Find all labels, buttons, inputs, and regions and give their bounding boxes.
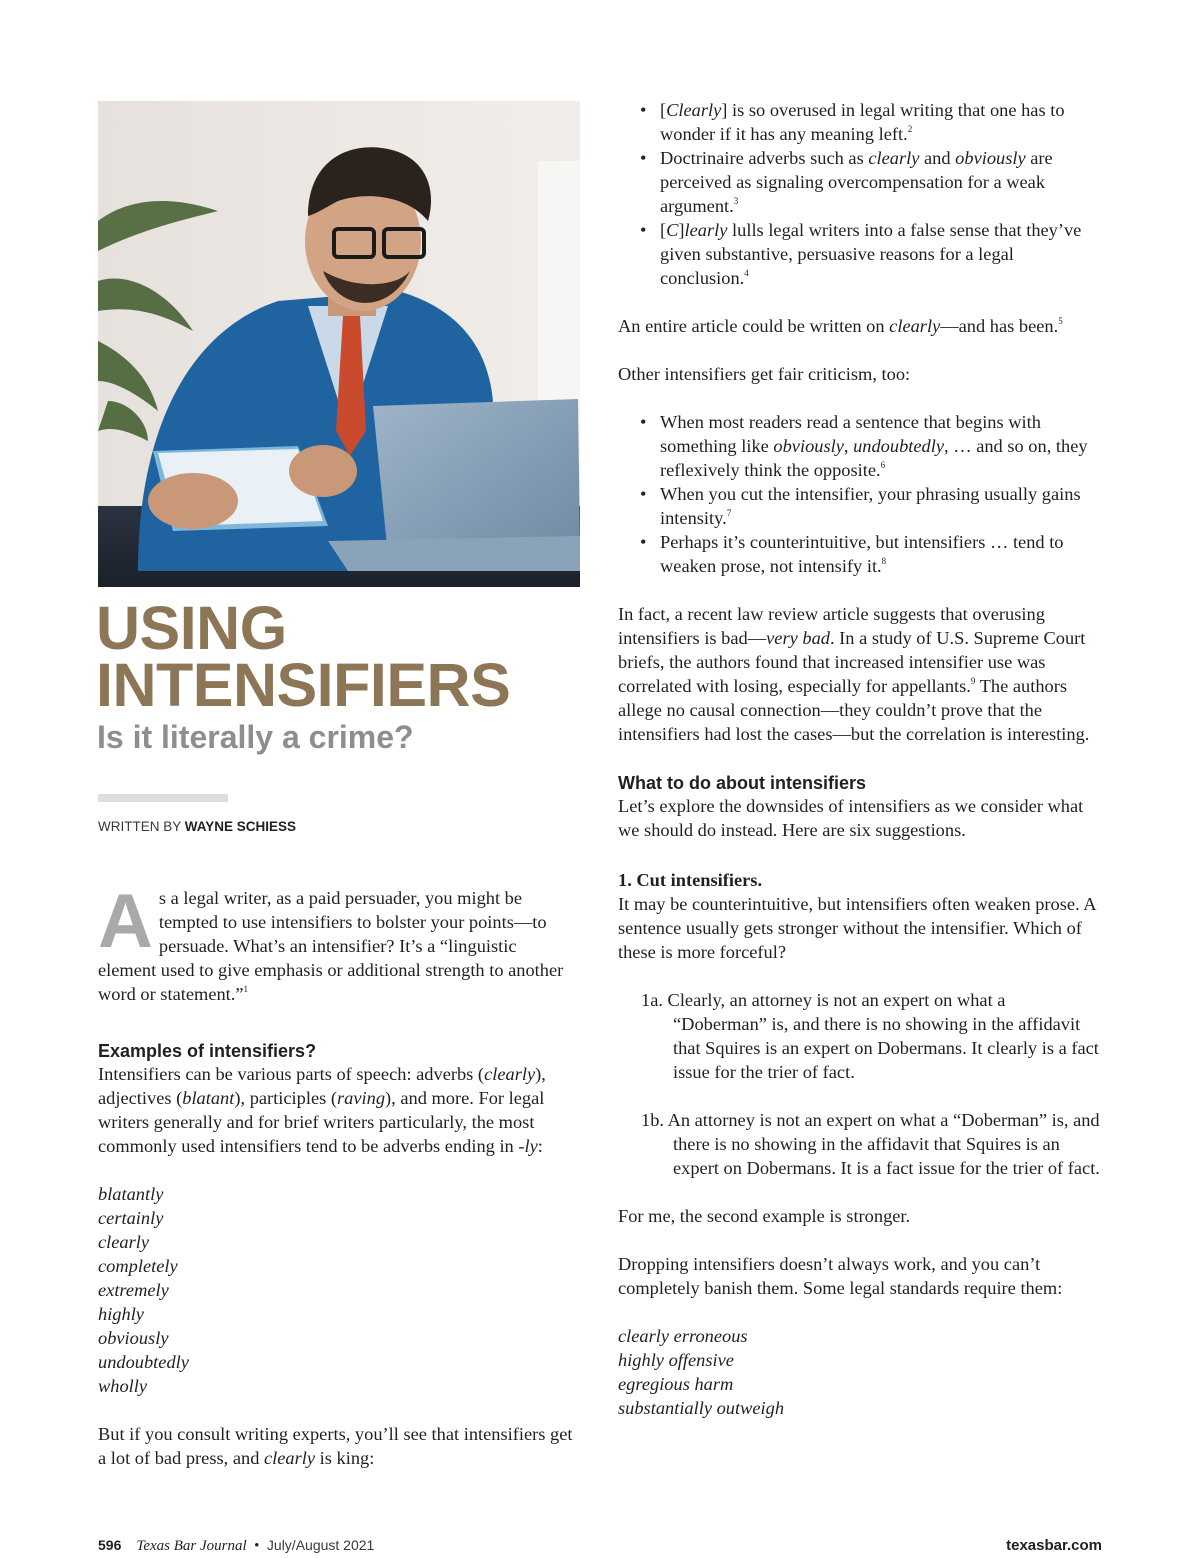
- criticism-text: , … and so on, they reflexively think the opposite.: [660, 436, 1088, 480]
- byline-author: WAYNE SCHIESS: [184, 819, 297, 834]
- criticism-text: When you cut the intensifier, your phrasing usually gains intensity.: [660, 484, 1081, 528]
- list-item: highly: [98, 1304, 144, 1324]
- title-line-2: INTENSIFIERS: [96, 651, 511, 719]
- list-item: egregious harm: [618, 1374, 734, 1394]
- article-title: [96, 594, 596, 719]
- entire-article-italic: clearly: [889, 316, 941, 336]
- footnote-ref-9: 9: [970, 676, 976, 686]
- in-fact-text-1: In fact, a recent law review article suggests that overusing intensifiers is bad—: [618, 604, 1045, 648]
- footnote-ref-7: 7: [726, 508, 732, 518]
- footnote-ref-1: 1: [243, 984, 249, 994]
- examples-text-4: ), and more. For legal writers generally and for brief writers particularly, the most commonly used intensifiers tend to be adverbs ending in: [98, 1088, 545, 1156]
- criticism-italic: obviously: [773, 436, 844, 456]
- in-fact-paragraph: [618, 602, 1102, 746]
- list-item: [618, 98, 1102, 146]
- issue-date: July/August 2021: [266, 1537, 375, 1553]
- experts-italic: clearly: [263, 1448, 316, 1468]
- list-item: certainly: [98, 1208, 164, 1228]
- what-to-do-heading: What to do about intensifiers: [618, 773, 866, 793]
- list-item: [618, 482, 1102, 530]
- intensifier-word-list: [98, 1182, 578, 1398]
- entire-article-paragraph: [618, 314, 1102, 338]
- article-photo: [98, 101, 580, 587]
- journal-name: Texas Bar Journal: [136, 1538, 247, 1554]
- article-subtitle: Is it literally a crime?: [97, 719, 414, 755]
- right-column: [618, 98, 1102, 1420]
- list-item: [618, 530, 1102, 578]
- list-item: highly offensive: [618, 1350, 734, 1370]
- entire-article-text-1: An entire article could be written on: [618, 316, 890, 336]
- criticism-text: When most readers read a sentence that begins with something like: [660, 412, 1041, 456]
- quote-italic: obviously: [955, 148, 1026, 168]
- examples-italic-4: -ly: [518, 1136, 538, 1156]
- quote-text: lulls legal writers into a false sense that they’ve given substantive, persuasive reasons for a legal conclusion.: [660, 220, 1082, 288]
- left-column: [98, 879, 578, 1470]
- entire-article-text-2: —and has been.: [940, 316, 1059, 336]
- examples-text-2: ), adjectives (: [98, 1064, 546, 1108]
- list-item: [618, 146, 1102, 218]
- examples-text-3: ), participles (: [234, 1088, 338, 1108]
- examples-italic-2: blatant: [182, 1088, 235, 1108]
- byline-prefix: WRITTEN BY: [98, 819, 185, 834]
- dropping-paragraph: Dropping intensifiers doesn’t always work, and you can’t completely banish them. Some legal standards require them:: [618, 1254, 1063, 1298]
- list-item: extremely: [98, 1280, 169, 1300]
- criticism-italic: undoubtedly: [853, 436, 945, 456]
- experts-text-1: But if you consult writing experts, you’ll see that intensifiers get a lot of bad press, and: [98, 1424, 573, 1468]
- examples-heading: Examples of intensifiers?: [98, 1041, 317, 1061]
- list-item: substantially outweigh: [618, 1398, 785, 1418]
- quote-italic: learly: [684, 220, 728, 240]
- cut-paragraph: It may be counterintuitive, but intensifiers often weaken prose. A sentence usually gets stronger without the intensifier. Which of these is more forceful?: [618, 894, 1096, 962]
- in-fact-text-3: The authors allege no causal connection—they couldn’t prove that the intensifiers had lost the cases—but the correlation is interesting.: [618, 676, 1090, 744]
- example-1b: 1b. An attorney is not an expert on what a “Doberman” is, and there is no showing in the affidavit that Squires is an expert on Dobermans. It is a fact issue for the trier of fact.: [641, 1110, 1100, 1178]
- quote-text: Doctrinaire adverbs such as: [660, 148, 869, 168]
- examples-text-1: Intensifiers can be various parts of speech: adverbs (: [98, 1064, 485, 1084]
- footnote-ref-4: 4: [744, 268, 749, 278]
- quote-italic: Clearly: [666, 100, 722, 120]
- quote-text: ]: [678, 220, 685, 240]
- intro-text: s a legal writer, as a paid persuader, you might be tempted to use intensifiers to bolster your points—to persuade. What’s an intensifier? It’s a “linguistic element used to give emphasis or additional strength to another word or statement.”: [98, 888, 564, 1004]
- cut-heading: 1. Cut intensifiers.: [618, 870, 763, 890]
- what-to-do-paragraph: Let’s explore the downsides of intensifiers as we consider what we should do instead. Here are six suggestions.: [618, 796, 1084, 840]
- list-item: obviously: [98, 1328, 169, 1348]
- page-footer: [98, 1537, 374, 1555]
- intro-paragraph: [98, 879, 578, 1006]
- quote-text: [: [660, 220, 667, 240]
- experts-text-2: is king:: [315, 1448, 375, 1468]
- footnote-ref-6: 6: [880, 460, 886, 470]
- footnote-ref-3: 3: [733, 196, 739, 206]
- criticism-list: [618, 410, 1102, 578]
- in-fact-text-2: . In a study of U.S. Supreme Court briefs, the authors found that increased intensifier use was correlated with losing, especially for appellants.: [618, 628, 1086, 696]
- list-item: clearly: [98, 1232, 150, 1252]
- list-item: wholly: [98, 1376, 148, 1396]
- title-divider: [98, 794, 228, 802]
- criticism-text: ,: [843, 436, 854, 456]
- list-item: clearly erroneous: [618, 1326, 748, 1346]
- list-item: blatantly: [98, 1184, 164, 1204]
- examples-text-5: :: [537, 1136, 543, 1156]
- list-item: [618, 218, 1102, 290]
- criticism-text: Perhaps it’s counterintuitive, but intensifiers … tend to weaken prose, not intensify it.: [660, 532, 1064, 576]
- in-fact-italic: very bad: [766, 628, 830, 648]
- byline: [98, 819, 296, 834]
- list-item: undoubtedly: [98, 1352, 189, 1372]
- site-link[interactable]: texasbar.com: [1006, 1537, 1102, 1554]
- quote-text: and: [919, 148, 956, 168]
- title-line-1: USING: [96, 594, 287, 662]
- examples-italic-3: raving: [337, 1088, 386, 1108]
- footnote-ref-8: 8: [881, 556, 887, 566]
- quote-text: [: [660, 100, 667, 120]
- experts-paragraph: [98, 1422, 578, 1470]
- other-intensifiers-paragraph: Other intensifiers get fair criticism, too:: [618, 364, 911, 384]
- page-number: 596: [98, 1537, 122, 1553]
- footer-separator: •: [254, 1538, 260, 1554]
- examples-paragraph: [98, 1062, 578, 1158]
- quote-italic: clearly: [868, 148, 920, 168]
- list-item: [618, 410, 1102, 482]
- drop-cap: A: [98, 879, 153, 964]
- footnote-ref-2: 2: [907, 124, 913, 134]
- quote-italic: C: [666, 220, 679, 240]
- second-stronger-paragraph: For me, the second example is stronger.: [618, 1206, 911, 1226]
- list-item: completely: [98, 1256, 178, 1276]
- quote-text: ] is so overused in legal writing that one has to wonder if it has any meaning left.: [660, 100, 1065, 144]
- expert-quotes-list: [618, 98, 1102, 290]
- example-1a: 1a. Clearly, an attorney is not an expert on what a “Doberman” is, and there is no showing in the affidavit that Squires is an expert on Dobermans. It clearly is a fact issue for the trier of fact.: [641, 990, 1099, 1082]
- footnote-ref-5: 5: [1058, 316, 1063, 326]
- quote-text: are perceived as signaling overcompensation for a weak argument.: [660, 148, 1053, 216]
- examples-italic-1: clearly: [484, 1064, 536, 1084]
- legal-standards-list: [618, 1324, 1102, 1420]
